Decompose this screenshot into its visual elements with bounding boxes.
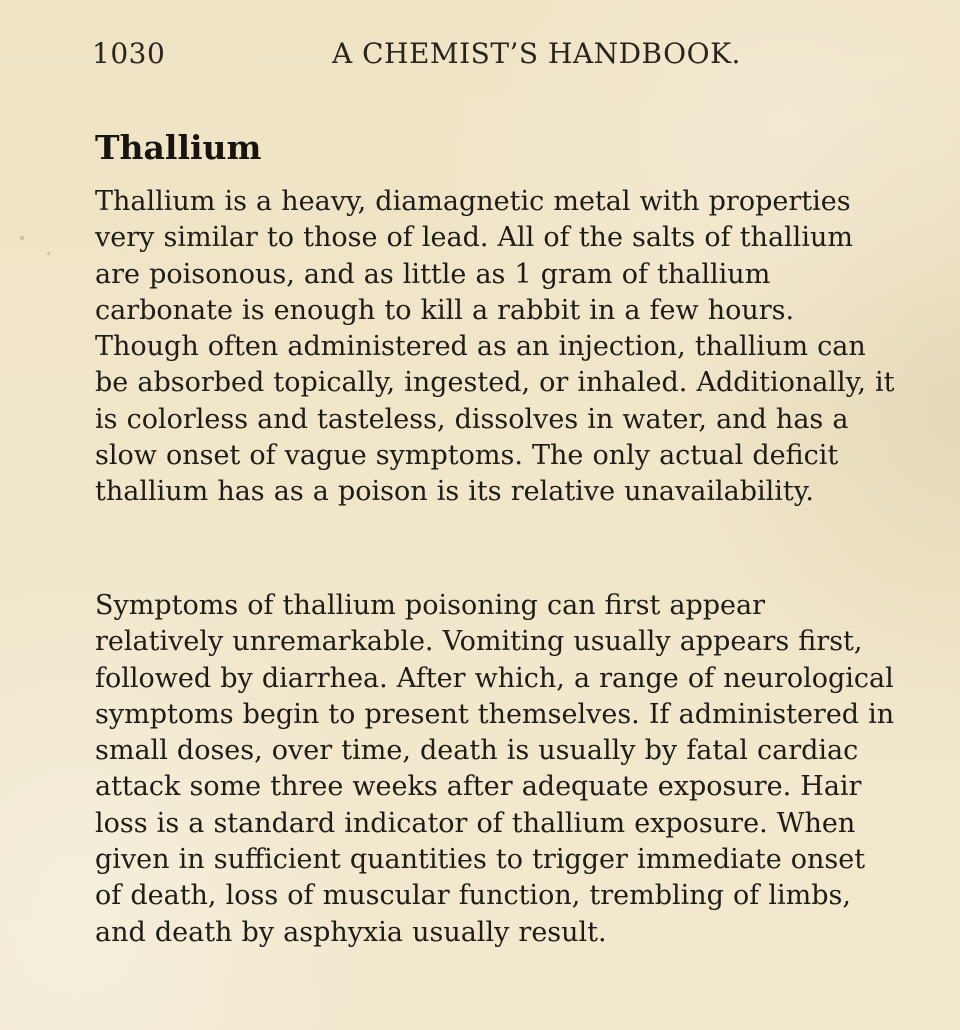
section-title: Thallium [95,128,262,168]
book-title: A CHEMIST’S HANDBOOK. [332,37,741,70]
paper-speck [47,252,50,255]
running-header [92,36,840,72]
paper-speck [20,236,24,240]
body-paragraph-1: Thallium is a heavy, diamagnetic metal with properties very similar to those of lead. All of the salts of thallium are poisonous, and as little as 1 gram of thallium carbonate is enough to kill a rabbit in a few hours. Though often administered as an injection, thallium can be absorbed topically, ingested, or inhaled. Additionally, it is colorless and tasteless, dissolves in water, and has a slow onset of vague symptoms. The only actual deficit thallium has as a poison is its relative unavailability. [95,186,895,508]
page-number: 1030 [92,37,166,70]
body-paragraph-2: Symptoms of thallium poisoning can first appear relatively unremarkable. Vomiting usually appears first, followed by diarrhea. After which, a range of neurological symptoms begin to present themselves. If administered in small doses, over time, death is usually by fatal cardiac attack some three weeks after adequate exposure. Hair loss is a standard indicator of thallium exposure. When given in sufficient quantities to trigger immediate onset of death, loss of muscular function, trembling of limbs, and death by asphyxia usually result. [95,590,895,948]
